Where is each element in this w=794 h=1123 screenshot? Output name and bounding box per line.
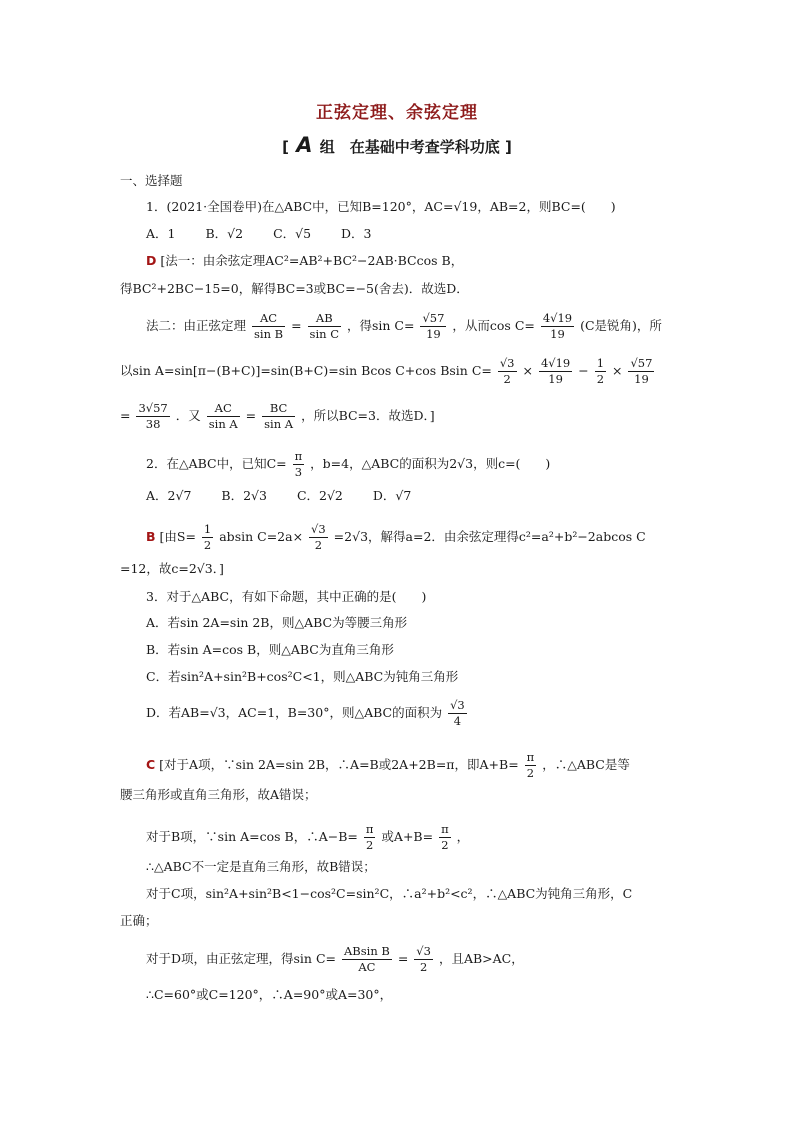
q1-option-b: B．√2 [205, 226, 244, 241]
denominator: 2 [365, 838, 374, 852]
numerator: BC [262, 401, 295, 417]
q1-method2-text: 法二：由正弦定理 [146, 318, 247, 333]
fraction [308, 311, 341, 342]
q1-solution-line4 [120, 356, 656, 387]
numerator: √57 [630, 356, 653, 370]
q1-options [146, 225, 398, 243]
denominator: 2 [203, 538, 212, 552]
denominator: 2 [441, 838, 449, 852]
section-banner [0, 133, 794, 157]
q3-solution-line2: 腰三角形或直角三角形，故A错误； [120, 787, 317, 802]
fraction [541, 311, 574, 342]
fraction [309, 522, 328, 553]
section-heading: 一、选择题 [120, 173, 183, 188]
denominator: 38 [145, 417, 161, 431]
fraction [293, 449, 305, 480]
q1-answer-letter: D [146, 253, 157, 268]
denominator: 2 [503, 372, 511, 386]
minus-sign: − [578, 363, 589, 378]
times-sign: × [612, 363, 623, 378]
banner-group-letter: A [296, 133, 313, 157]
fraction [262, 401, 295, 432]
equals-sign: = [291, 318, 302, 333]
text-run: ．又 [175, 408, 201, 423]
fraction [202, 522, 213, 553]
text-run: ，得sin C= [346, 318, 415, 333]
fraction [439, 822, 451, 853]
text-run: [由S= [159, 529, 196, 544]
banner-bracket-open: [ [282, 138, 289, 156]
q2-option-a: A．2√7 [146, 488, 192, 503]
denominator: sin B [254, 327, 284, 341]
text-run: =2√3，解得a=2．由余弦定理得c²=a²+b²−2abcos C [333, 529, 646, 544]
q1-solution-line3 [146, 311, 662, 342]
q3-stem: 3．对于△ABC，有如下命题，其中正确的是( ) [146, 589, 427, 604]
text-run: absin C=2a× [219, 529, 304, 544]
q1-option-a: A．1 [146, 226, 176, 241]
numerator: √57 [422, 311, 445, 325]
text-run: ，∴△ABC是等 [542, 757, 630, 772]
fraction [448, 698, 467, 729]
fraction [525, 750, 537, 781]
fraction [414, 944, 433, 975]
fraction [539, 356, 572, 387]
denominator: 19 [634, 372, 649, 386]
text-run: ， [456, 829, 470, 844]
text-run: (C是锐角)，所 [580, 318, 662, 333]
q2-options [146, 487, 437, 505]
denominator: 19 [550, 327, 565, 341]
q1-solution-line2: 得BC²+2BC−15=0，解得BC=3或BC=−5(舍去)．故选D． [120, 281, 469, 296]
q3-solution-line7 [146, 944, 524, 975]
denominator: 2 [314, 538, 323, 552]
numerator: 4√19 [540, 356, 571, 370]
fraction [498, 356, 517, 387]
text-run: [对于A项，∵sin 2A=sin 2B，∴A=B或2A+2B=π，即A+B= [159, 757, 519, 772]
numerator: AC [207, 401, 240, 417]
denominator: 2 [419, 960, 428, 974]
fraction [364, 822, 376, 853]
denominator: 2 [596, 372, 605, 386]
q3-answer-letter: C [146, 757, 156, 772]
banner-bracket-close: ] [504, 138, 512, 156]
q2-answer-letter: B [146, 529, 156, 544]
text-run: 2．在△ABC中，已知C= [146, 456, 287, 471]
text-run: 或A+B= [381, 829, 434, 844]
denominator: sin A [264, 417, 294, 431]
denominator: sin A [208, 417, 238, 431]
banner-group-text: 组 在基础中考查学科功底 [319, 138, 500, 156]
numerator: π [294, 449, 303, 463]
q3-solution-line5: 对于C项，sin²A+sin²B<1−cos²C=sin²C，∴a²+b²<c²，∴△ABC为钝角三角形，C [146, 886, 633, 901]
numerator: √3 [499, 356, 515, 370]
q3-solution-line6: 正确； [120, 913, 158, 928]
q2-solution-line2: =12，故c=2√3．] [120, 561, 224, 576]
q3-solution-line4: ∴△ABC不一定是直角三角形，故B错误； [146, 859, 376, 874]
q3-option-c: C．若sin²A+sin²B+cos²C<1，则△ABC为钝角三角形 [146, 669, 459, 684]
equals-sign: = [245, 408, 257, 423]
q3-solution-line1 [146, 750, 630, 781]
text-run: ，b=4，△ABC的面积为2√3，则c=( ) [310, 456, 551, 471]
numerator: √3 [450, 698, 465, 712]
denominator: sin C [309, 327, 339, 341]
denominator: 19 [548, 372, 563, 386]
fraction [136, 401, 169, 432]
text-run: ，所以BC=3．故选D．] [301, 408, 435, 423]
numerator: π [365, 822, 374, 836]
numerator: 1 [203, 522, 212, 536]
numerator: ABsin B [343, 944, 390, 958]
text-run: ，且AB>AC， [438, 951, 524, 966]
page-title: 正弦定理、余弦定理 [316, 103, 478, 123]
q1-solution-line1 [146, 252, 463, 270]
denominator: 3 [294, 465, 303, 479]
times-sign: × [522, 363, 533, 378]
text-run: 对于D项，由正弦定理，得sin C= [146, 951, 336, 966]
denominator: AC [358, 960, 376, 974]
equals-sign: = [397, 951, 409, 966]
q3-option-d [146, 698, 469, 729]
q3-solution-line8: ∴C=60°或C=120°，∴A=90°或A=30°， [146, 987, 393, 1002]
fraction [252, 311, 285, 342]
q3-solution-line3 [146, 822, 469, 853]
denominator: 4 [453, 714, 462, 728]
numerator: AB [308, 311, 341, 327]
q1-solution-text: [法一：由余弦定理AC²=AB²+BC²−2AB·BCcos B， [160, 253, 464, 268]
fraction [420, 311, 446, 342]
q2-option-d: D．√7 [372, 488, 412, 503]
fraction [342, 944, 392, 975]
denominator: 19 [426, 327, 441, 341]
q2-option-b: B．2√3 [221, 488, 267, 503]
q1-stem: 1．(2021·全国卷甲)在△ABC中，已知B=120°，AC=√19，AB=2，则BC=( ) [146, 199, 616, 214]
q1-option-d: D．3 [341, 226, 372, 241]
numerator: √3 [311, 522, 326, 536]
q3-option-a: A．若sin 2A=sin 2B，则△ABC为等腰三角形 [146, 615, 408, 630]
numerator: π [441, 822, 449, 836]
fraction [595, 356, 606, 387]
fraction [207, 401, 240, 432]
q2-stem [146, 449, 550, 480]
text-run: 对于B项，∵sin A=cos B，∴A−B= [146, 829, 358, 844]
fraction [628, 356, 654, 387]
text-run: 以sin A=sin[π−(B+C)]=sin(B+C)=sin Bcos C+cos Bsin C= [120, 363, 492, 378]
numerator: √3 [416, 944, 431, 958]
text-run: D．若AB=√3，AC=1，B=30°，则△ABC的面积为 [146, 705, 443, 720]
text-run: ，从而cos C= [452, 318, 535, 333]
q1-solution-line5 [120, 401, 435, 432]
q2-option-c: C．2√2 [296, 488, 343, 503]
q1-option-c: C．√5 [273, 226, 312, 241]
q2-solution-line1 [146, 522, 646, 553]
numerator: 4√19 [542, 311, 573, 325]
numerator: 1 [596, 356, 605, 370]
numerator: 3√57 [138, 401, 168, 415]
denominator: 2 [526, 766, 535, 780]
numerator: π [526, 750, 535, 764]
numerator: AC [252, 311, 285, 327]
q3-option-b: B．若sin A=cos B，则△ABC为直角三角形 [146, 642, 394, 657]
equals-sign: = [120, 408, 131, 423]
